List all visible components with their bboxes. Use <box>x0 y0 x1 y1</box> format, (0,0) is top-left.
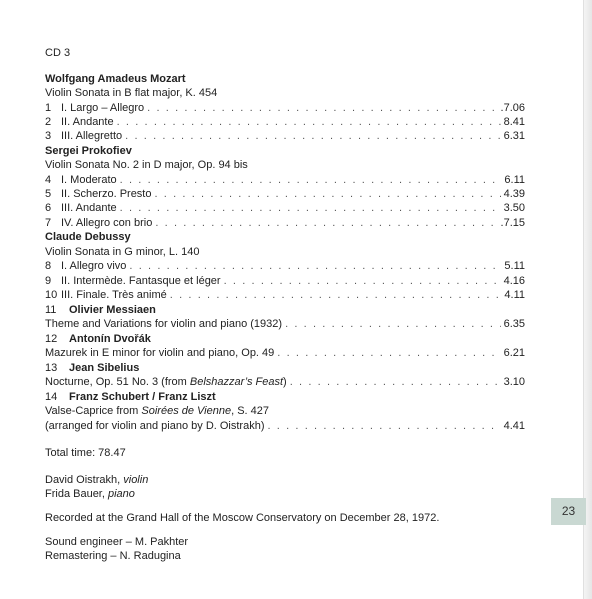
track-title: I. Largo – Allegro <box>61 102 145 114</box>
composer-name: Jean Sibelius <box>69 362 140 374</box>
track-duration: 3.10 <box>503 376 525 388</box>
dot-leader <box>268 419 501 434</box>
composer-heading <box>45 390 525 405</box>
track-number: 6 <box>45 202 52 214</box>
dot-leader <box>129 259 501 274</box>
track-duration: 6.21 <box>503 347 525 359</box>
track-duration: 3.50 <box>503 202 525 214</box>
dot-leader <box>290 375 501 390</box>
track-row <box>45 129 525 144</box>
page-number-badge: 23 <box>551 498 586 525</box>
track-number: 5 <box>45 188 52 200</box>
track-row <box>45 187 525 202</box>
total-time: Total time: 78.47 <box>45 447 126 459</box>
track-number: 2 <box>45 116 52 128</box>
credit-line: Sound engineer – M. Pakhter <box>45 536 189 548</box>
dot-leader <box>155 216 497 231</box>
track-number: 8 <box>45 260 52 272</box>
track-title: Theme and Variations for violin and piano (1932) <box>45 318 283 330</box>
track-number: 1 <box>45 102 52 114</box>
track-row <box>45 201 525 216</box>
work-title-text: , S. 427 <box>231 405 270 417</box>
track-row <box>45 288 525 303</box>
dot-leader <box>277 346 500 361</box>
track-duration: 6.35 <box>503 318 525 330</box>
dot-leader <box>285 317 501 332</box>
track-row <box>45 115 525 130</box>
work-title: Violin Sonata in G minor, L. 140 <box>45 246 200 258</box>
work-title: Violin Sonata in B flat major, K. 454 <box>45 87 218 99</box>
dot-leader <box>224 274 501 289</box>
credit-line: Remastering – N. Radugina <box>45 550 181 562</box>
recording-note: Recorded at the Grand Hall of the Moscow Conservatory on December 28, 1972. <box>45 512 440 524</box>
performer-name: David Oistrakh, <box>45 474 124 486</box>
performer-instrument: violin <box>123 474 149 486</box>
track-title-italic: Belshazzar’s Feast <box>189 376 284 388</box>
track-duration: 6.11 <box>504 174 525 186</box>
dot-leader <box>120 201 501 216</box>
composer-heading: Claude Debussy <box>45 231 131 243</box>
track-title: IV. Allegro con brio <box>61 217 153 229</box>
track-title-text: Nocturne, Op. 51 No. 3 (from <box>45 376 190 388</box>
performer <box>45 473 525 488</box>
track-number: 14 <box>45 391 58 403</box>
work-title-italic: Soirées de Vienne <box>141 405 232 417</box>
track-title: Mazurek in E minor for violin and piano, Op. 49 <box>45 347 275 359</box>
composer-name: Olivier Messiaen <box>69 304 156 316</box>
composer-heading <box>45 361 525 376</box>
work-title: Violin Sonata No. 2 in D major, Op. 94 bis <box>45 159 248 171</box>
track-row <box>45 274 525 289</box>
composer-heading <box>45 332 525 347</box>
track-duration: 4.41 <box>503 420 525 432</box>
track-duration: 4.11 <box>504 289 525 301</box>
track-duration: 8.41 <box>503 116 525 128</box>
track-row <box>45 419 525 434</box>
track-row <box>45 346 525 361</box>
track-title: III. Andante <box>61 202 117 214</box>
cd-label: CD 3 <box>45 47 71 59</box>
track-row <box>45 259 525 274</box>
composer-heading: Wolfgang Amadeus Mozart <box>45 73 186 85</box>
track-number: 12 <box>45 333 58 345</box>
track-row <box>45 317 525 332</box>
dot-leader <box>125 129 500 144</box>
track-number: 11 <box>45 304 57 316</box>
track-title: III. Allegretto <box>61 130 123 142</box>
track-title <box>45 375 287 390</box>
track-number: 10 <box>45 289 58 301</box>
track-title-text: ) <box>283 376 287 388</box>
dot-leader <box>170 288 502 303</box>
track-title: II. Scherzo. Presto <box>61 188 152 200</box>
track-number: 9 <box>45 275 52 287</box>
performer <box>45 487 525 502</box>
track-title: II. Intermède. Fantasque et léger <box>61 275 221 287</box>
track-duration: .7.15 <box>500 217 525 229</box>
track-title: I. Moderato <box>61 174 117 186</box>
track-row <box>45 375 525 390</box>
track-duration: 6.31 <box>503 130 525 142</box>
dot-leader <box>120 173 502 188</box>
composer-name: Antonín Dvořák <box>69 333 151 345</box>
track-duration: .7.06 <box>500 102 525 114</box>
track-number: 3 <box>45 130 52 142</box>
track-title: III. Finale. Très animé <box>61 289 167 301</box>
dot-leader <box>117 115 501 130</box>
track-title: II. Andante <box>61 116 114 128</box>
dot-leader <box>147 101 497 116</box>
work-title <box>45 404 525 419</box>
dot-leader <box>154 187 500 202</box>
track-title: (arranged for violin and piano by D. Oistrakh) <box>45 420 265 432</box>
composer-name: Franz Schubert / Franz Liszt <box>69 391 216 403</box>
performer-name: Frida Bauer, <box>45 488 108 500</box>
track-row <box>45 173 525 188</box>
track-duration: 4.39 <box>503 188 525 200</box>
track-number: 4 <box>45 174 52 186</box>
track-row <box>45 216 525 231</box>
track-number: 7 <box>45 217 52 229</box>
composer-heading <box>45 303 525 318</box>
track-duration: 5.11 <box>504 260 525 272</box>
track-row <box>45 101 525 116</box>
composer-heading: Sergei Prokofiev <box>45 145 132 157</box>
track-title: I. Allegro vivo <box>61 260 127 272</box>
track-duration: 4.16 <box>503 275 525 287</box>
performer-instrument: piano <box>107 488 135 500</box>
track-number: 13 <box>45 362 58 374</box>
work-title-text: Valse-Caprice from <box>45 405 142 417</box>
